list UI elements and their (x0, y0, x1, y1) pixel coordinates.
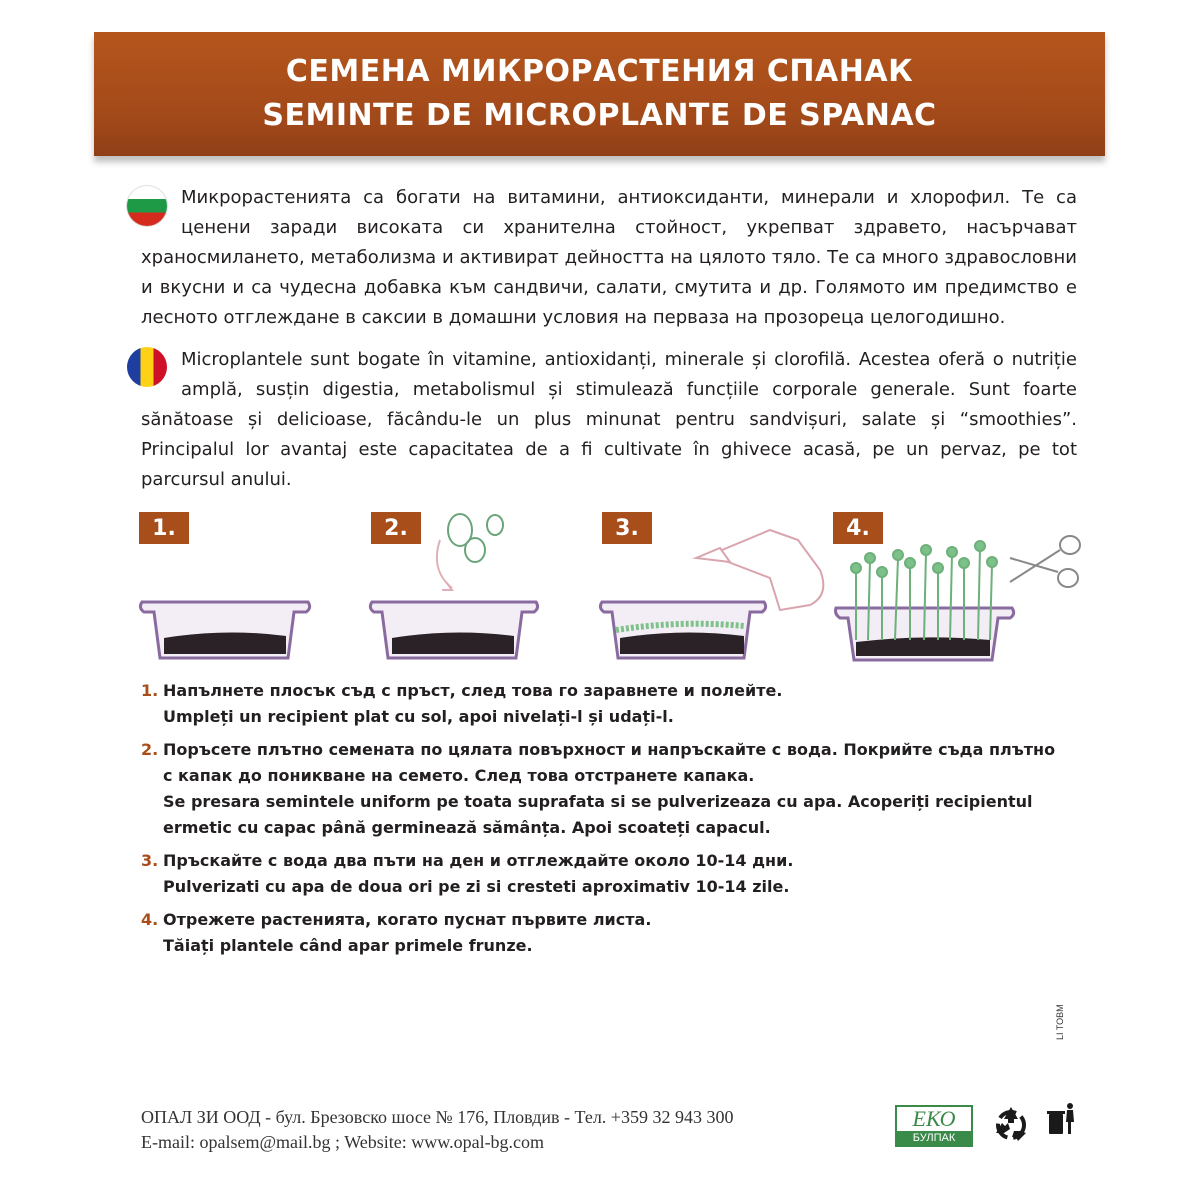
title-bulgarian: СЕМЕНА МИКРОРАСТЕНИЯ СПАНАК (285, 54, 914, 89)
eko-bulpak-logo: ЕКО БУЛПАК (895, 1105, 973, 1147)
company-footer (141, 1105, 733, 1155)
step-badge-1: 1. (139, 512, 189, 544)
tray-step-1 (140, 602, 309, 658)
tray-step-3 (600, 530, 823, 658)
instruction-3: 3. Пръскайте с вода два пъти на ден и отглеждайте около 10-14 дни. Pulverizati cu apa de doua ori pe zi si cresteti aproximativ 10-14 zile. (141, 851, 794, 896)
step-badge-2: 2. (371, 512, 421, 544)
side-code: LI TOBM (1055, 1004, 1065, 1040)
instruction-4: 4. Отрежете растенията, когато пуснат първите листа. Tăiați plantele când apar primele frunze. (141, 910, 652, 955)
instruction-2: 2. Поръсете плътно семената по цялата повърхност и напръскайте с вода. Покрийте съда плътно с капак до поникване на семето. След това отстранете капака. Se presara semintele uniform pe toata suprafata si se pulverizeaza cu apa. Acoperiți recipientul ermetic cu capac până germinează sămânța. Apoi scoateți capacul. (141, 740, 1056, 837)
intro-romanian: Microplantele sunt bogate în vitamine, antioxidanți, minerale și clorofilă. Acestea oferă o nutriție amplă, susțin digestia, metabolismul și stimulează funcțiile corporale generale. Sunt foarte sănătoase și delicioase, făcându-le un plus minunat pentru sandvișuri, salate și “smoothies”. Principalul lor avantaj este capacitatea de a fi cultivate în ghivece acasă, pe un pervaz, pe tot parcursul anului. (141, 349, 1077, 490)
intro-bulgarian: Микрорастенията са богати на витамини, антиоксиданти, минерали и хлорофил. Те са ценени заради високата си хранителна стойност, укрепват здравето, насърчават храносмилането, метаболизма и активират дейността на цялото тяло. Те са много здравословни и вкусни и са чудесна добавка към сандвичи, салати, смутита и др. Голямото им предимство е лесното отглеждане в саксии в домашни условия на перваза на прозореца целогодишно. (141, 187, 1077, 328)
dispose-in-bin-icon (1043, 1100, 1079, 1140)
footer-address: ОПАЛ ЗИ ООД - бул. Брезовско шосе № 176, Пловдив - Тел. +359 32 943 300 (141, 1107, 734, 1127)
tray-step-4 (836, 536, 1081, 660)
instruction-1: 1. Напълнете плосък съд с пръст, след това го заравнете и полейте. Umpleți un recipient plat cu sol, apoi nivelați-l și udați-l. (141, 681, 783, 726)
recycle-icon (990, 1103, 1032, 1149)
footer-contact: E-mail: opalsem@mail.bg ; Website: www.opal-bg.com (141, 1132, 545, 1152)
step-badge-4: 4. (833, 512, 883, 544)
title-romanian: SEMINTE DE MICROPLANTE DE SPANAC (262, 98, 937, 133)
title-banner (94, 32, 1105, 156)
step-badge-3: 3. (602, 512, 652, 544)
